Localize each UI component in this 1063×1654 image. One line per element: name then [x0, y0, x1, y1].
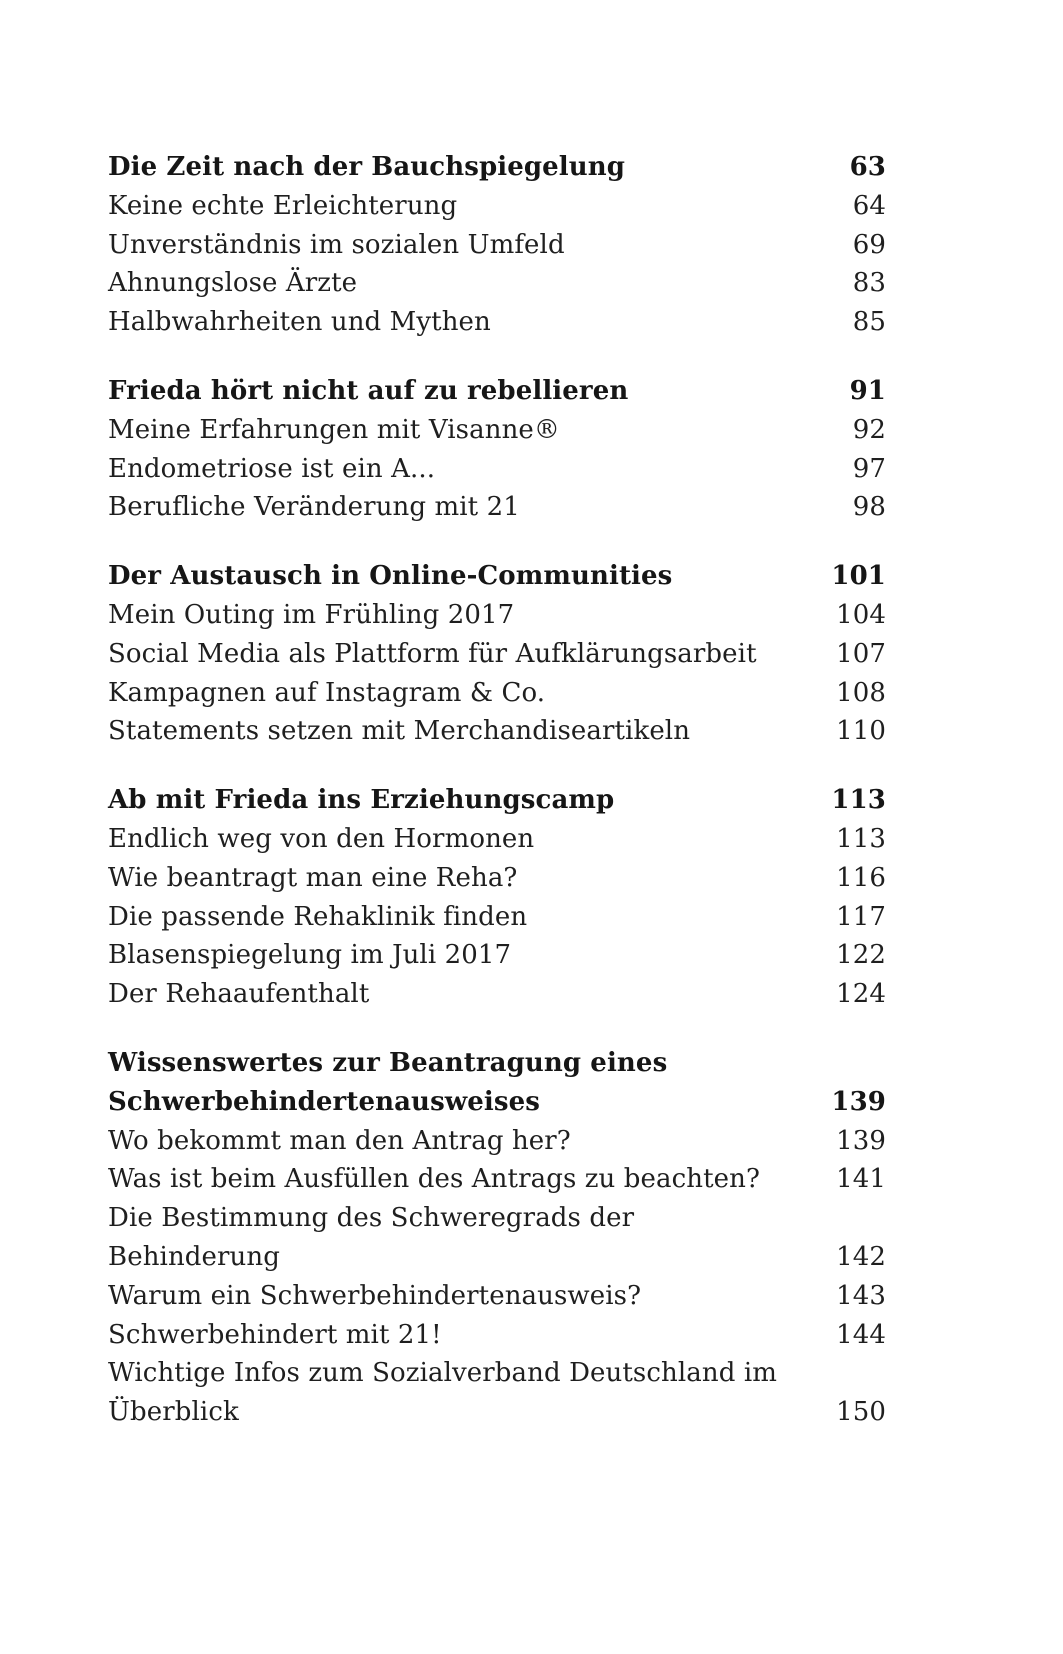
toc-entry-page-number: 64 [852, 190, 886, 221]
toc-entry-page-number: 142 [836, 1241, 886, 1272]
toc-section-page-number: 101 [831, 561, 886, 592]
toc-entry-label: Statements setzen mit Merchandiseartikeln [108, 716, 691, 747]
toc-section-heading [108, 1044, 886, 1122]
toc-entry-label: Blasenspiegelung im Juli 2017 [108, 940, 512, 971]
toc-entry [108, 936, 886, 975]
toc-entry-page-number: 83 [852, 268, 886, 299]
toc-section-heading [108, 557, 886, 596]
toc-section-title: Die Zeit nach der Bauchspiegelung [108, 152, 626, 182]
toc-entry [108, 859, 886, 898]
toc-section-heading [108, 781, 886, 820]
toc-entry [108, 450, 886, 489]
toc-entry [108, 488, 886, 527]
toc-entry-page-number: 143 [836, 1280, 886, 1311]
toc-entry-page-number: 92 [852, 414, 886, 445]
toc-entry [108, 226, 886, 265]
toc-entry-label: Der Rehaaufenthalt [108, 979, 370, 1010]
toc-entry-label: Halbwahrheiten und Mythen [108, 307, 491, 338]
toc-entry-label: Die Bestimmung des Schweregrads der Behinderung [108, 1203, 635, 1272]
toc-section-page-number: 91 [849, 375, 886, 406]
toc-section-title: Wissenswertes zur Beantragung eines Schwerbehindertenausweises [108, 1047, 668, 1117]
toc-entry [108, 674, 886, 713]
toc-entry-page-number: 117 [836, 901, 886, 932]
toc-entry-label: Berufliche Veränderung mit 21 [108, 492, 520, 523]
toc-entry [108, 187, 886, 226]
toc-section-page-number: 113 [831, 785, 886, 816]
toc-entry-label: Endlich weg von den Hormonen [108, 823, 535, 854]
toc-entry [108, 1122, 886, 1161]
toc-entry [108, 635, 886, 674]
toc-entry-page-number: 122 [836, 940, 886, 971]
toc-entry [108, 1316, 886, 1355]
toc-section [108, 372, 886, 527]
toc-section-heading [108, 372, 886, 411]
toc-entry-label: Schwerbehindert mit 21! [108, 1319, 442, 1350]
toc-section [108, 1044, 886, 1432]
toc-section-title: Frieda hört nicht auf zu rebellieren [108, 375, 629, 406]
toc-entry-label: Was ist beim Ausfüllen des Antrags zu beachten? [108, 1164, 761, 1195]
toc-section-heading [108, 148, 886, 187]
toc-entry-page-number: 144 [836, 1319, 886, 1350]
toc-entry [108, 712, 886, 751]
toc-entry-label: Wie beantragt man eine Reha? [108, 862, 518, 893]
toc-entry-page-number: 150 [836, 1397, 886, 1428]
toc-entry-page-number: 124 [836, 979, 886, 1010]
toc-entry-label: Unverständnis im sozialen Umfeld [108, 229, 565, 260]
toc-entry-page-number: 108 [836, 677, 886, 708]
table-of-contents [108, 148, 886, 1432]
toc-entry-label: Keine echte Erleichterung [108, 190, 458, 221]
toc-entry-label: Wichtige Infos zum Sozialverband Deutschland im Überblick [108, 1358, 778, 1428]
toc-entry-label: Wo bekommt man den Antrag her? [108, 1125, 571, 1156]
toc-entry [108, 596, 886, 635]
toc-entry-page-number: 69 [852, 229, 886, 260]
toc-entry-page-number: 141 [836, 1164, 886, 1195]
toc-entry-label: Meine Erfahrungen mit Visanne® [108, 414, 560, 445]
toc-entry-label: Ahnungslose Ärzte [108, 268, 358, 299]
toc-entry-label: Kampagnen auf Instagram & Co. [108, 677, 546, 708]
toc-entry-page-number: 113 [836, 823, 886, 854]
toc-section-title: Der Austausch in Online-Communities [108, 561, 673, 592]
toc-entry-label: Mein Outing im Frühling 2017 [108, 599, 515, 630]
toc-entry [108, 411, 886, 450]
toc-entry-label: Die passende Rehaklinik finden [108, 901, 528, 932]
toc-entry-label: Endometriose ist ein A... [108, 453, 436, 484]
toc-entry [108, 1160, 886, 1199]
toc-section-title: Ab mit Frieda ins Erziehungscamp [108, 785, 615, 816]
toc-section [108, 148, 886, 342]
toc-entry-label: Social Media als Plattform für Aufklärungsarbeit [108, 638, 757, 669]
toc-entry [108, 1354, 886, 1432]
toc-entry-label: Warum ein Schwerbehindertenausweis? [108, 1280, 642, 1311]
toc-entry-page-number: 110 [836, 716, 886, 747]
toc-entry-page-number: 116 [836, 862, 886, 893]
toc-entry-page-number: 107 [836, 638, 886, 669]
toc-entry-page-number: 97 [852, 453, 886, 484]
toc-entry [108, 303, 886, 342]
toc-entry-page-number: 85 [852, 307, 886, 338]
toc-section-page-number: 139 [831, 1086, 886, 1117]
toc-section [108, 557, 886, 751]
toc-entry-page-number: 104 [836, 599, 886, 630]
toc-section-page-number: 63 [849, 152, 886, 182]
toc-entry [108, 820, 886, 859]
toc-entry-page-number: 98 [852, 492, 886, 523]
toc-entry [108, 975, 886, 1014]
toc-section [108, 781, 886, 1014]
toc-entry [108, 264, 886, 303]
toc-entry [108, 898, 886, 937]
toc-entry-page-number: 139 [836, 1125, 886, 1156]
toc-entry [108, 1277, 886, 1316]
toc-entry [108, 1199, 886, 1277]
